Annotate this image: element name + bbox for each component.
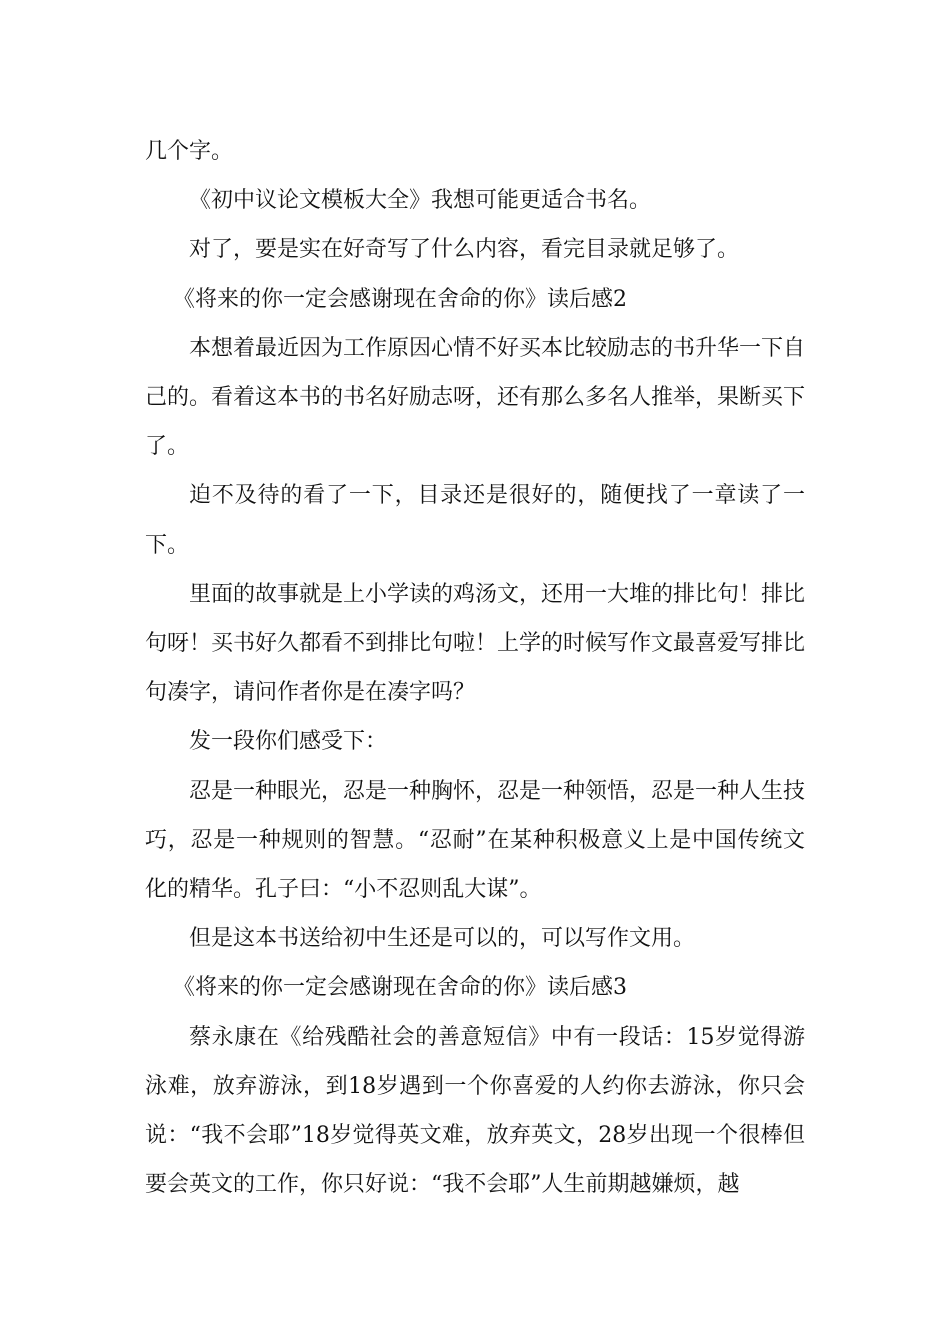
section-heading: 《将来的你一定会感谢现在舍命的你》读后感2 <box>173 286 627 312</box>
paragraph: 发一段你们感受下： <box>189 729 388 755</box>
quoted-paragraph: 忍是一种眼光，忍是一种胸怀，忍是一种领悟，忍是一种人生技巧，忍是一种规则的智慧。“忍耐”在某种积极意义上是中国传统文化的精华。孔子曰：“小不忍则乱大谋”。 <box>145 778 806 903</box>
paragraph: 对了，要是实在好奇写了什么内容，看完目录就足够了。 <box>189 237 740 263</box>
paragraph: 蔡永康在《给残酷社会的善意短信》中有一段话：15岁觉得游泳难，放弃游泳，到18岁遇到一个你喜爱的人约你去游泳，你只会说：“我不会耶”18岁觉得英文难，放弃英文，28岁出现一个很棒但要会英文的工作，你只好说：“我不会耶”人生前期越嫌烦，越 <box>145 1024 805 1198</box>
paragraph: 里面的故事就是上小学读的鸡汤文，还用一大堆的排比句！排比句呀！买书好久都看不到排比句啦！上学的时候写作文最喜爱写排比句凑字，请问作者你是在凑字吗？ <box>145 581 806 706</box>
paragraph: 迫不及待的看了一下，目录还是很好的，随便找了一章读了一下。 <box>145 483 805 558</box>
paragraph: 但是这本书送给初中生还是可以的，可以写作文用。 <box>189 926 696 952</box>
document-body <box>145 127 805 1209</box>
paragraph: 本想着最近因为工作原因心情不好买本比较励志的书升华一下自己的。看着这本书的书名好励志呀，还有那么多名人推举，果断买下了。 <box>145 335 806 460</box>
paragraph-continuation: 几个字。 <box>145 139 234 164</box>
section-heading: 《将来的你一定会感谢现在舍命的你》读后感3 <box>173 975 627 1001</box>
paragraph: 《初中议论文模板大全》我想可能更适合书名。 <box>189 188 652 214</box>
